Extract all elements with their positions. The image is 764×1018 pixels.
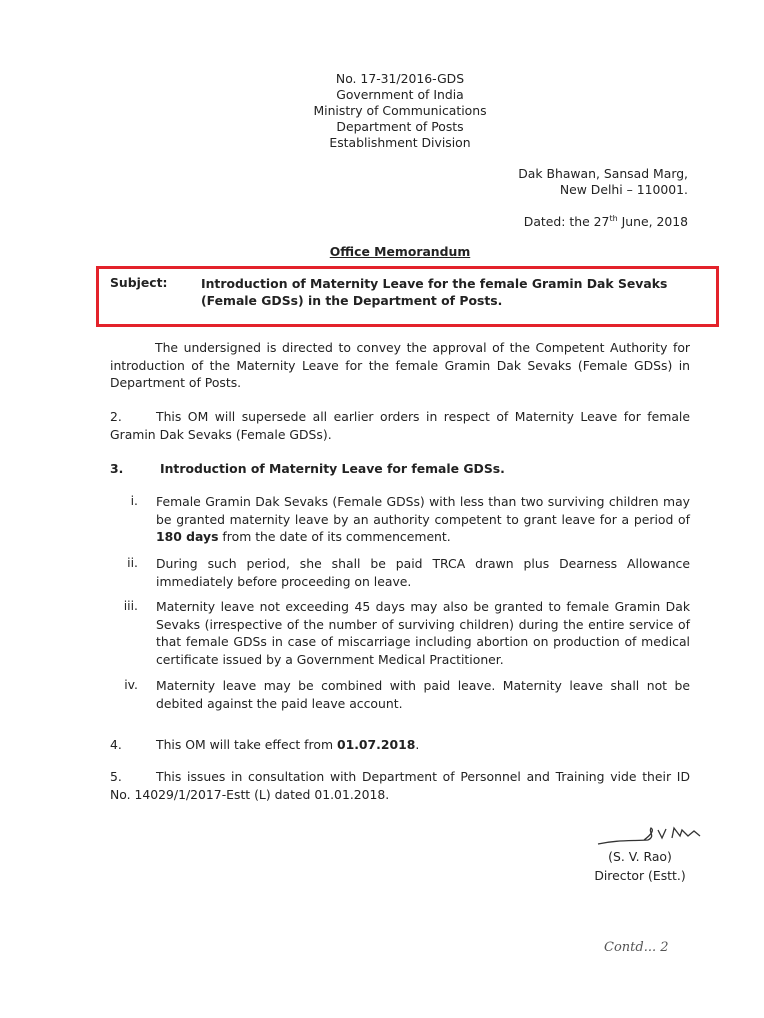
subject-text: Introduction of Maternity Leave for the female Gramin Dak Sevaks (Female GDSs) in the Department of Posts.	[201, 276, 668, 308]
paragraph-number: 3.	[110, 461, 124, 476]
item-number: iv.	[124, 677, 138, 692]
address-line: New Delhi – 110001.	[559, 182, 688, 197]
date-prefix: Dated: the 27	[523, 214, 610, 230]
item-bold-text: 180 days	[156, 529, 219, 544]
paragraph-5	[110, 768, 690, 803]
paragraph-text: .	[415, 737, 420, 752]
address	[400, 166, 688, 198]
date-sup: th	[609, 214, 618, 223]
signature-scribble-icon	[596, 822, 706, 850]
signatory-name: (S. V. Rao)	[608, 849, 672, 864]
paragraph-number: 4.	[110, 737, 122, 752]
paragraph-4	[110, 737, 690, 752]
date-suffix: June, 2018	[617, 214, 688, 230]
section-3-heading	[110, 461, 690, 476]
paragraph-text: This OM will supersede all earlier orders in respect of Maternity Leave for female Gramin Dak Sevaks (Female GDSs).	[110, 409, 690, 442]
letterhead-line: Department of Posts	[336, 119, 464, 134]
item-number: iii.	[123, 598, 138, 613]
letterhead-line: Government of India	[336, 87, 464, 102]
item-text: During such period, she shall be paid TRCA drawn plus Dearness Allowance immediately before proceeding on leave.	[156, 556, 690, 589]
signatory-designation: Director (Estt.)	[594, 868, 686, 883]
item-number: i.	[130, 493, 138, 508]
continued-note: Contd... 2	[604, 940, 669, 955]
paragraph-text: This issues in consultation with Department of Personnel and Training vide their ID No. 14029/1/2017-Estt (L) dated 01.01.2018.	[110, 769, 690, 802]
item-text: Maternity leave may be combined with paid leave. Maternity leave shall not be debited against the paid leave account.	[156, 678, 690, 711]
paragraph-number: 2.	[110, 409, 122, 424]
address-line: Dak Bhawan, Sansad Marg,	[518, 166, 688, 181]
paragraph-1: The undersigned is directed to convey the approval of the Competent Authority for introduction of the Maternity Leave for the female Gramin Dak Sevaks (Female GDSs) in Department of Posts.	[110, 340, 690, 390]
item-number: ii.	[127, 555, 138, 570]
paragraph-number: 5.	[110, 769, 122, 784]
paragraph-text: This OM will take effect from	[156, 737, 337, 752]
handwritten-signature	[596, 822, 706, 850]
item-text-part: Female Gramin Dak Sevaks (Female GDSs) with less than two surviving children may be granted maternity leave by an authority competent to grant leave for a period of	[156, 494, 690, 527]
paragraph-2	[110, 408, 690, 443]
signature-block	[580, 849, 700, 884]
subject-label: Subject:	[110, 275, 168, 290]
item-text	[156, 493, 690, 546]
effective-date: 01.07.2018	[336, 737, 416, 752]
document-title: Office Memorandum	[329, 244, 471, 259]
item-text: Maternity leave not exceeding 45 days may also be granted to female Gramin Dak Sevaks (irrespective of the number of surviving children) during the entire service of that female GDSs in case of miscarriage including abortion on production of medical certificate issued by a Government Medical Practitioner.	[156, 599, 690, 667]
letterhead-line: Establishment Division	[329, 135, 471, 150]
reference-number: No. 17-31/2016-GDS	[335, 71, 465, 86]
date	[400, 214, 688, 229]
letterhead	[250, 71, 550, 151]
heading-text: Introduction of Maternity Leave for female GDSs.	[160, 461, 505, 476]
item-text-part: from the date of its commencement.	[218, 529, 451, 544]
letterhead-line: Ministry of Communications	[313, 103, 487, 118]
